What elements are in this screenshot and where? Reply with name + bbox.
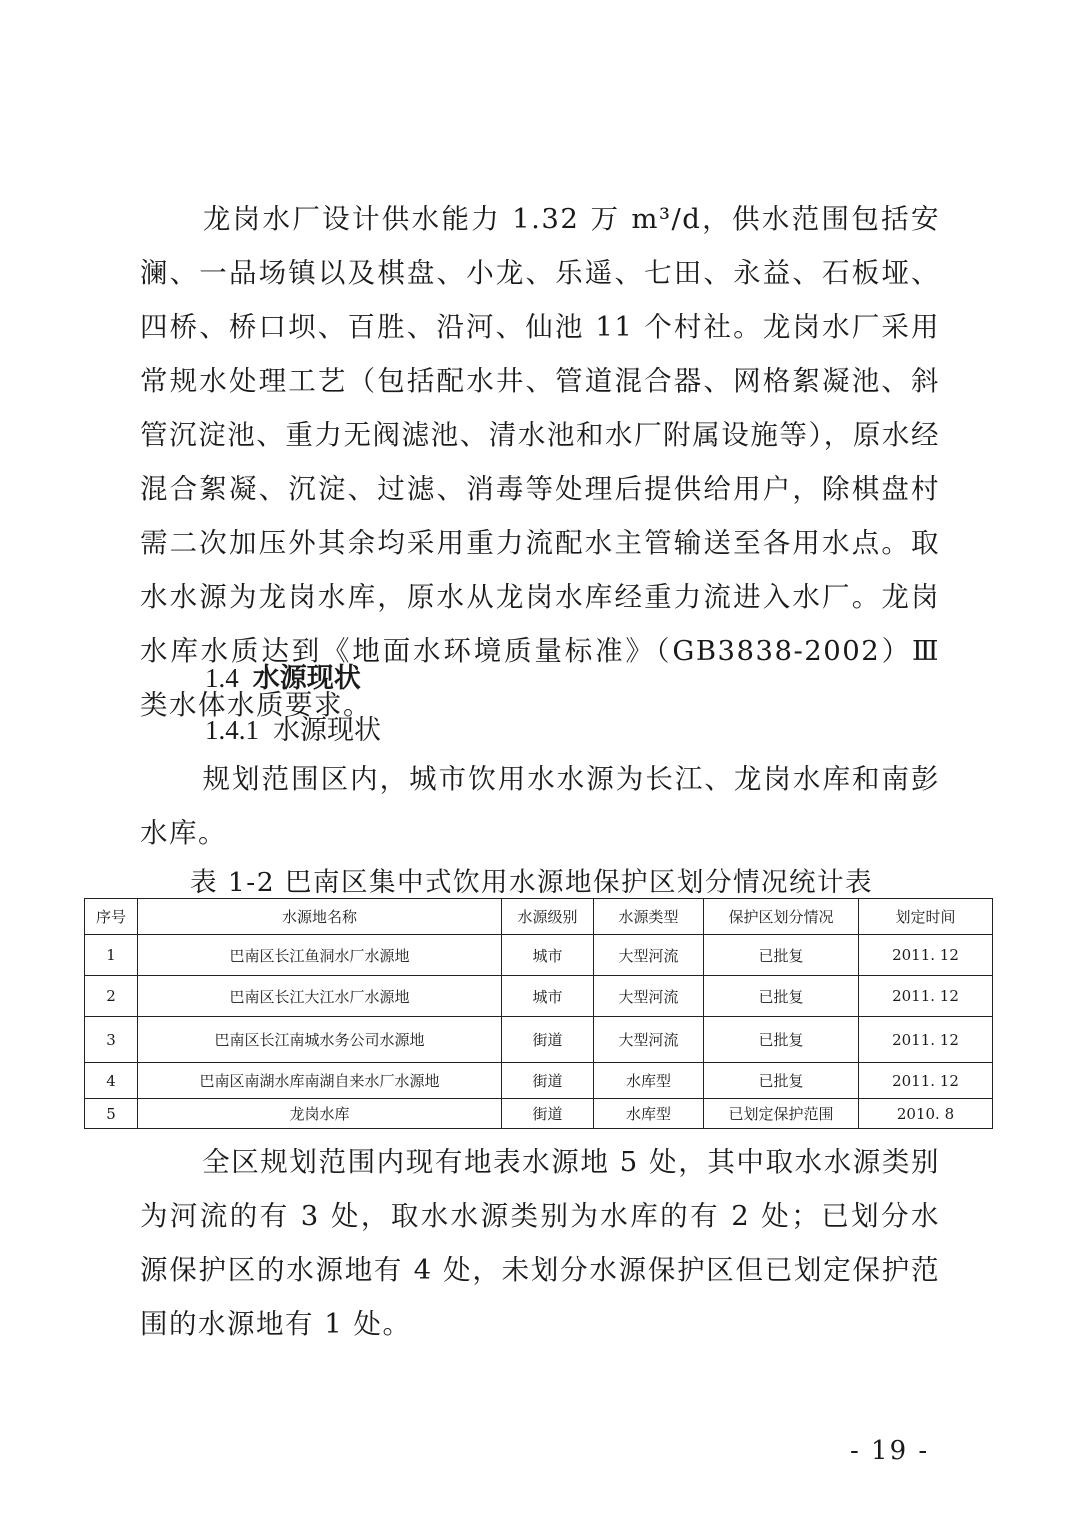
- table-cell: 巴南区南湖水库南湖自来水厂水源地: [138, 1063, 502, 1099]
- table-cell: 大型河流: [594, 935, 704, 976]
- table-cell: 1: [85, 935, 138, 976]
- header-cell: 序号: [85, 899, 138, 935]
- table-cell: 5: [85, 1099, 138, 1129]
- table-cell: 城市: [502, 976, 594, 1017]
- table-cell: 街道: [502, 1099, 594, 1129]
- page-number: - 19 -: [850, 1436, 930, 1466]
- header-cell: 保护区划分情况: [704, 899, 859, 935]
- section-heading-1-4-1: [205, 708, 381, 747]
- table-row: [85, 1063, 993, 1099]
- table-cell: 龙岗水库: [138, 1099, 502, 1129]
- table-cell: 2011. 12: [859, 1063, 993, 1099]
- table-cell: 3: [85, 1017, 138, 1063]
- table-cell: 已划定保护范围: [704, 1099, 859, 1129]
- table-cell: 已批复: [704, 1017, 859, 1063]
- water-source-table: [84, 898, 993, 1129]
- table-cell: 2: [85, 976, 138, 1017]
- subsection-title: 水源现状: [273, 715, 381, 746]
- section-number: 1.4: [205, 663, 239, 693]
- header-cell: 水源地名称: [138, 899, 502, 935]
- table-cell: 大型河流: [594, 976, 704, 1017]
- table-cell: 2010. 8: [859, 1099, 993, 1129]
- table-header-row: [85, 899, 993, 935]
- table-row: [85, 935, 993, 976]
- table-row: [85, 1017, 993, 1063]
- table-cell: 巴南区长江大江水厂水源地: [138, 976, 502, 1017]
- table-cell: 水库型: [594, 1063, 704, 1099]
- table-cell: 2011. 12: [859, 976, 993, 1017]
- table-caption: 表 1-2 巴南区集中式饮用水源地保护区划分情况统计表: [190, 867, 874, 898]
- table-cell: 街道: [502, 1063, 594, 1099]
- header-cell: 水源级别: [502, 899, 594, 935]
- paragraph-summary: [140, 1135, 940, 1351]
- table-cell: 已批复: [704, 935, 859, 976]
- paragraph-source-intro: [140, 752, 940, 860]
- section-heading-1-4: [205, 656, 361, 695]
- section-title: 水源现状: [252, 663, 361, 694]
- paragraph-summary-text: 全区规划范围内现有地表水源地 5 处，其中取水水源类别为河流的有 3 处，取水水源类别为水库的有 2 处；已划分水源保护区的水源地有 4 处，未划分水源保护区但已划定保护范围的水源地有 1 处。: [140, 1146, 940, 1340]
- table-cell: 水库型: [594, 1099, 704, 1129]
- paragraph-water-plant: [140, 192, 940, 732]
- table-cell: 巴南区长江鱼洞水厂水源地: [138, 935, 502, 976]
- table-cell: 2011. 12: [859, 935, 993, 976]
- table-cell: 巴南区长江南城水务公司水源地: [138, 1017, 502, 1063]
- table-cell: 4: [85, 1063, 138, 1099]
- paragraph-water-plant-text: 龙岗水厂设计供水能力 1.32 万 m³/d，供水范围包括安澜、一品场镇以及棋盘、小龙、乐遥、七田、永益、石板垭、四桥、桥口坝、百胜、沿河、仙池 11 个村社。龙岗水厂采用常规水处理工艺（包括配水井、管道混合器、网格絮凝池、斜管沉淀池、重力无阀滤池、清水池和水厂附属设施等），原水经混合絮凝、沉淀、过滤、消毒等处理后提供给用户，除棋盘村需二次加压外其余均采用重力流配水主管输送至各用水点。取水水源为龙岗水库，原水从龙岗水库经重力流进入水厂。龙岗水库水质达到《地面水环境质量标准》（GB3838-2002）Ⅲ类水体水质要求。: [140, 203, 940, 721]
- table-cell: 街道: [502, 1017, 594, 1063]
- subsection-number: 1.4.1: [205, 715, 259, 745]
- table-cell: 大型河流: [594, 1017, 704, 1063]
- table-row: [85, 976, 993, 1017]
- header-cell: 水源类型: [594, 899, 704, 935]
- paragraph-source-intro-text: 规划范围区内，城市饮用水水源为长江、龙岗水库和南彭水库。: [140, 763, 940, 849]
- table-cell: 已批复: [704, 976, 859, 1017]
- table-row: [85, 1099, 993, 1129]
- table-cell: 城市: [502, 935, 594, 976]
- table-cell: 已批复: [704, 1063, 859, 1099]
- header-cell: 划定时间: [859, 899, 993, 935]
- table-cell: 2011. 12: [859, 1017, 993, 1063]
